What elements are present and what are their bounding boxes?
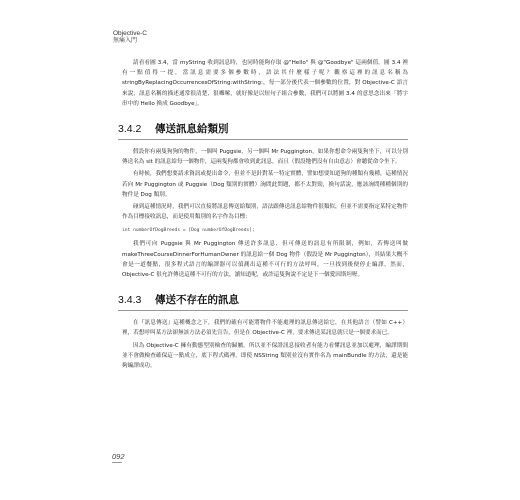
code-snippet: int numberOfDogBreeds = [Dog numberOfDogBreeds]; [122, 228, 255, 234]
intro-paragraph: 請看看圖 3.4，當 myString 收到訊息時，也同時能夠存取 @"Hello" 與 @"Goodbye" 這兩個值。圖 3.4 裡有一點值得一提，當訊息需要多個參數時，語法其什麼樣子呢？觀察這裡的訊息名稱為 stringByReplacingOccurrencesOfString:withString:，每一部分後代表一個參數的位置，對 Objective-C 語言來說，訊息名稱的描述通常很清楚、很囉嗦，就好像是以短句子組合參數，我們可以將圖 3.4 的意思念出來「將字串中的 Hello 換成 Goodbye」。 [122, 60, 408, 107]
footer-divider [112, 462, 122, 463]
page-body [118, 58, 408, 373]
section-number: 3.4.2 [118, 123, 142, 136]
page-number: 092 [112, 452, 125, 461]
section-heading-3-4-2 [118, 121, 408, 140]
header-book-title: Objective-C [113, 30, 147, 37]
body-paragraph: 有時候，我們想要請求資訊或提出命令，但並不是針對某一特定實體，譬如想要知道狗的種類有幾種，這種情況若向 Mr Puggington 或 Puggsie（Dog 類別的實體）詢問此問題，都不太對勁，換句話說，應該詢問種種個別的物件是 Dog 類別。 [122, 171, 408, 198]
section-number: 3.4.3 [118, 294, 142, 307]
body-paragraph: 因為 Objective-C 擁有動態型別檢查的歸屬，所以並不保證訊息接收者有能力看懂訊息並加以處理，編譯期間並不會做檢查確保這一點成立，底下程式碼裡，即使 NSString 類別並沒有實作名為 mainBundle 的方法，還是能夠編譯成功。 [122, 342, 408, 370]
section-heading-3-4-3 [118, 292, 408, 311]
section-title: 傳送訊息給類別 [155, 123, 229, 136]
body-paragraph: 在『訊息傳送』這種概念之下，我們的確有可能將物件不能處理的訊息傳送給它，在其他語言（譬如 C++）裡，若想呼叫某方法卻無該方法必須先宣告，但是在 Objective-C 裡，要求傳送某訊息就只是一個要求而已。 [122, 320, 408, 337]
body-paragraph: 假設你有兩隻狗狗的物件，一個叫 Puggsie，另一個叫 Mr Puggington，如果你想命令兩隻狗坐下，可以分別傳送名為 sit 的訊息給每一個物件，這兩隻狗都會收到此訊息，而且（假設牠們沒有自由意志）會聽從命令坐下。 [122, 149, 408, 166]
header-book-subtitle: 無痛入門 [113, 37, 138, 44]
section-title: 傳送不存在的訊息 [155, 294, 240, 307]
body-paragraph: 碰到這種情況時，我們可以直接將訊息傳送給類別，語法跟傳送訊息給物件很類似，但並不需要指定某特定物件作為目標接收訊息，而是使用類別的名字作為目標： [122, 204, 408, 221]
body-paragraph: 我們可向 Puggsie 與 Mr Puggington 傳送許多訊息，但可傳送的訊息有所限制，例如，若傳送叫做 makeThreeCourseDinnerForHumanOwner 的訊息給一個 Dog 物件（假設是 Mr Puggington），其結果大概不會是一道餐點，很多程式語言的編譯器可以偵測出這種不可行的方法呼叫，一旦找到後便停止編譯，然而，Objective-C 很允許傳送這種不可行的方法，讀知道呢，或許這隻狗說不定是下一個愛因斯坦喔。 [122, 241, 408, 279]
running-header [113, 30, 147, 44]
